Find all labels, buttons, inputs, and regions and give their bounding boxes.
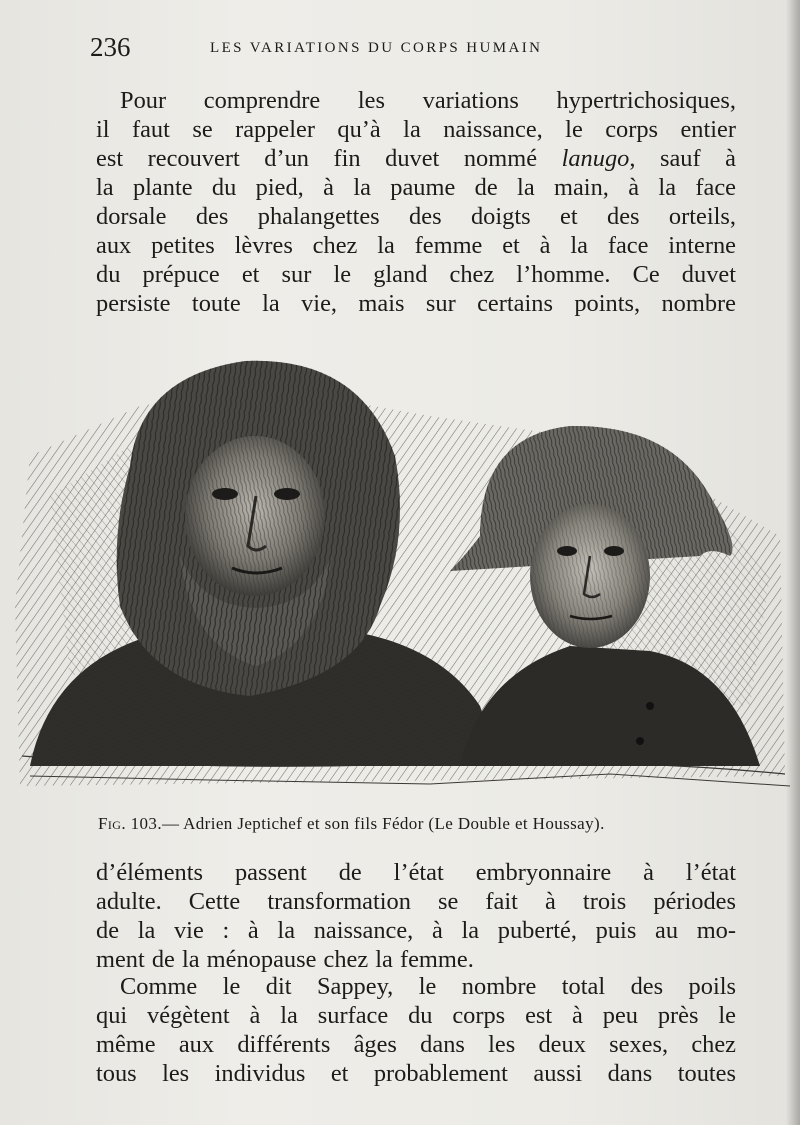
text-line: aux petites lèvres chez la femme et à la face interne	[96, 232, 736, 259]
text-line	[96, 144, 736, 173]
paragraph-sappey	[96, 972, 736, 1088]
text-line: d’éléments passent de l’état embryonnaire à l’état	[96, 859, 736, 886]
figure-caption	[98, 812, 738, 836]
text-line: la plante du pied, à la paume de la main, à la face	[96, 174, 736, 201]
text-span: , sauf à	[629, 145, 736, 172]
text-line: dorsale des phalangettes des doigts et des orteils,	[96, 203, 736, 230]
page-edge-shadow	[786, 0, 800, 1125]
text-line: Pour comprendre les variations hypertrichosiques,	[120, 87, 736, 114]
engraving-figure	[10, 346, 790, 794]
text-line: ment de la ménopause chez la femme.	[96, 946, 474, 973]
paragraph-transformation	[96, 858, 736, 974]
text-line: tous les individus et probablement aussi dans toutes	[96, 1060, 736, 1087]
paragraph-lanugo	[96, 86, 736, 318]
text-line: il faut se rappeler qu’à la naissance, le corps entier	[96, 116, 736, 143]
page-number: 236	[90, 32, 131, 62]
text-span: est recouvert d’un fin duvet nommé	[96, 145, 538, 172]
engraving-illustration	[10, 346, 790, 794]
text-line: adulte. Cette transformation se fait à trois périodes	[96, 888, 736, 915]
text-line: persiste toute la vie, mais sur certains points, nombre	[96, 290, 736, 317]
caption-text: — Adrien Jeptichef et son fils Fédor (Le Double et Houssay).	[161, 814, 605, 833]
text-line: même aux différents âges dans les deux sexes, chez	[96, 1031, 736, 1058]
term-lanugo: lanugo	[561, 145, 630, 172]
text-line: qui végètent à la surface du corps est à peu près le	[96, 1002, 736, 1029]
page-header	[90, 30, 730, 64]
text-line: du prépuce et sur le gland chez l’homme. Ce duvet	[96, 261, 736, 288]
text-line: de la vie : à la naissance, à la puberté, puis au mo-	[96, 917, 736, 944]
text-line: Comme le dit Sappey, le nombre total des poils	[120, 973, 736, 1000]
figure-number: Fig. 103.	[98, 814, 162, 833]
running-title: LES VARIATIONS DU CORPS HUMAIN	[210, 40, 543, 56]
